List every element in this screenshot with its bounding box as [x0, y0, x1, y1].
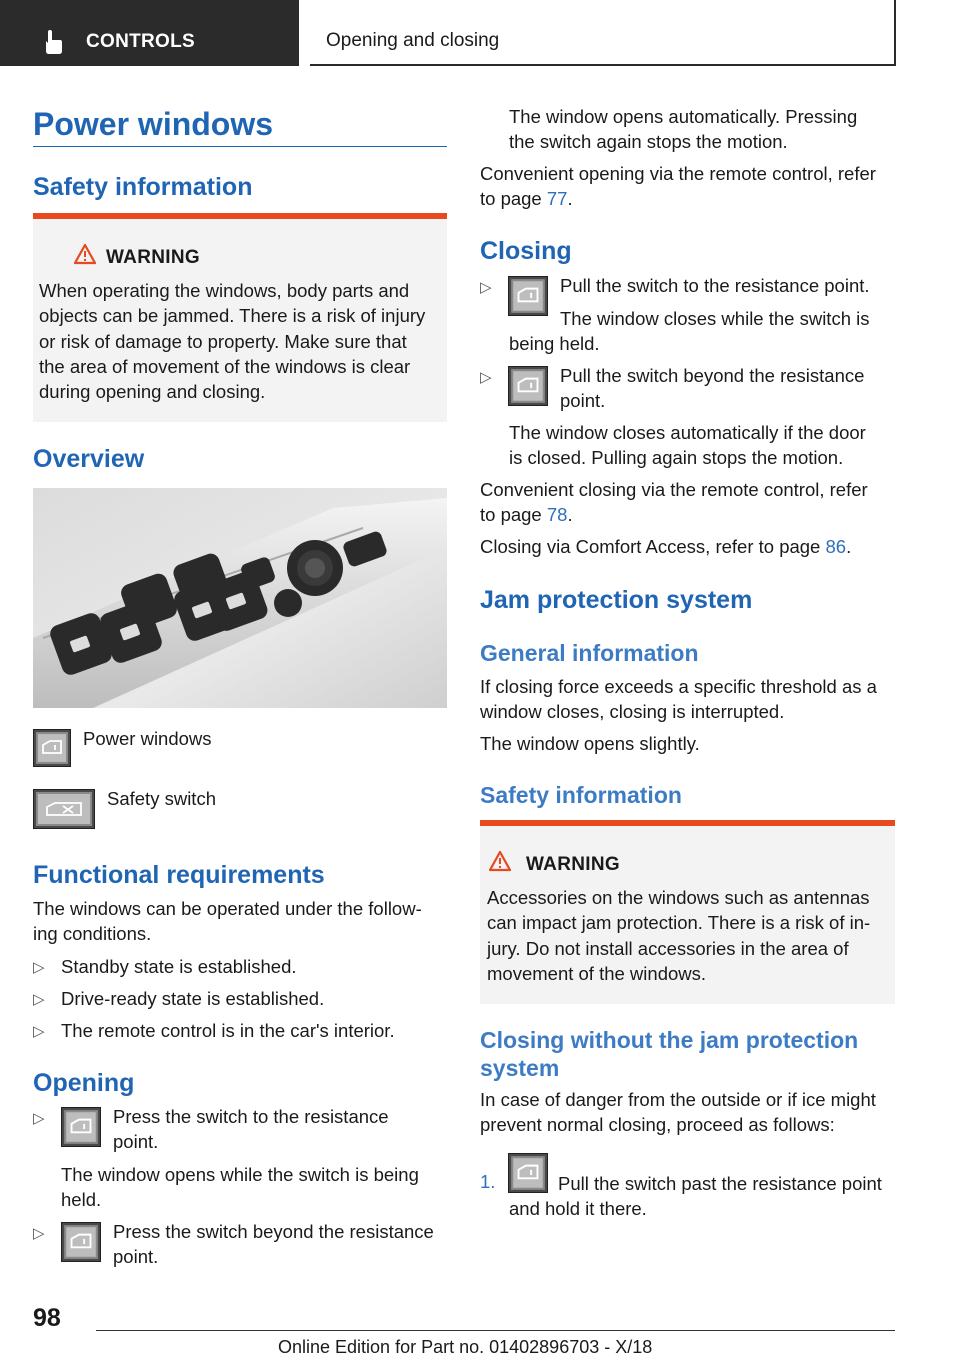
warning-triangle-icon: [488, 850, 512, 872]
chapter-title: Opening and closing: [326, 30, 500, 51]
text-line: Press the switch beyond the resistance: [113, 1221, 434, 1242]
section-tab: [0, 0, 299, 66]
text-span: .: [567, 188, 573, 209]
text-span: .: [846, 536, 852, 557]
power-window-switch-icon: [508, 276, 548, 321]
footer-rule: [96, 1330, 895, 1331]
list-item: Standby state is established.: [61, 956, 297, 977]
page-link-86[interactable]: 86: [825, 536, 847, 557]
power-window-switch-icon: [61, 1107, 101, 1152]
power-window-switch-icon: [508, 366, 548, 411]
warning-title: WARNING: [106, 247, 200, 268]
window-opens-slightly: The window opens slightly.: [480, 733, 700, 754]
warning-title-2: WARNING: [526, 854, 620, 875]
warning-line: When operating the windows, body parts and: [39, 280, 410, 301]
text-line: ing conditions.: [33, 923, 152, 944]
text-line: point.: [113, 1246, 159, 1267]
text-line: [480, 502, 868, 527]
text-line: The window opens automatically. Pressing: [509, 106, 858, 127]
warning-line: jury. Do not install accessories in the area of: [487, 937, 849, 959]
text-line: Pull the switch beyond the resistance: [560, 365, 865, 386]
door-switch-panel-photo: [33, 488, 447, 708]
bullet-icon: ▷: [33, 1023, 45, 1040]
warning-line: or risk of damage to property. Make sure that: [39, 330, 407, 352]
closing-step-1-desc-a: The window closes while the switch is: [560, 308, 870, 329]
text-line: Convenient closing via the remote control, refer: [480, 479, 868, 500]
text-line: is closed. Pulling again stops the motion.: [509, 447, 844, 468]
text-line: Press the switch to the resistance: [113, 1106, 389, 1127]
bullet-icon: ▷: [33, 959, 45, 976]
page-link-77[interactable]: 77: [546, 188, 568, 209]
heading-line: Closing without the jam protection: [480, 1027, 859, 1053]
heading-line: system: [480, 1055, 560, 1081]
warning-line: can impact jam protection. There is a risk of in-: [487, 912, 871, 934]
warning-triangle-icon: [73, 243, 97, 265]
safety-heading-2: Safety information: [480, 782, 682, 808]
text-line: The windows can be operated under the follow-: [33, 898, 422, 919]
warning-line: objects can be jammed. There is a risk of injury: [39, 305, 426, 327]
comfort-access-closing: [480, 534, 851, 559]
closing-step-2-desc: [509, 420, 866, 470]
list-item: Drive-ready state is established.: [61, 988, 325, 1009]
legend-power-windows: Power windows: [83, 728, 212, 749]
hand-icon: [40, 29, 66, 55]
text-line: [480, 186, 876, 211]
opening-step-2: [113, 1219, 434, 1269]
closing-heading: Closing: [480, 237, 572, 265]
text-line: In case of danger from the outside or if ice might: [480, 1089, 876, 1110]
page-title: Power windows: [33, 106, 274, 142]
step-1-line1: Pull the switch past the resistance point: [558, 1173, 882, 1194]
warning-text-2: [487, 885, 891, 986]
text-span: Closing via Comfort Access, refer to page: [480, 536, 826, 557]
overview-heading: Overview: [33, 445, 145, 473]
step-number: 1.: [480, 1171, 496, 1192]
safety-heading: Safety information: [33, 173, 253, 201]
warning-box: [33, 213, 447, 422]
safety-switch-icon: [33, 789, 95, 834]
general-info-text: [480, 674, 877, 724]
text-line: The window closes automatically if the door: [509, 422, 866, 443]
chapter-header: [310, 0, 896, 66]
warning-line: Accessories on the windows such as antennas: [487, 887, 870, 908]
text-span: to page: [480, 188, 547, 209]
power-window-switch-icon: [33, 729, 71, 772]
text-line: Convenient opening via the remote control, refer: [480, 163, 876, 184]
power-window-switch-icon: [508, 1153, 548, 1198]
text-line: point.: [560, 390, 606, 411]
warning-text: [39, 278, 443, 404]
closing-without-jam-heading: [480, 1026, 858, 1082]
opening-step-2-desc: [509, 104, 857, 154]
text-span: .: [567, 504, 573, 525]
func-intro: [33, 896, 422, 946]
text-line: prevent normal closing, proceed as follows:: [480, 1114, 835, 1135]
general-info-heading: General information: [480, 640, 699, 666]
closing-step-1: Pull the switch to the resistance point.: [560, 275, 870, 296]
text-line: the switch again stops the motion.: [509, 131, 788, 152]
danger-text: [480, 1087, 876, 1137]
convenient-closing: [480, 477, 868, 527]
text-line: window closes, closing is interrupted.: [480, 701, 785, 722]
warning-line: during opening and closing.: [39, 381, 266, 403]
page-link-78[interactable]: 78: [546, 504, 568, 525]
text-span: to page: [480, 504, 547, 525]
text-line: held.: [61, 1189, 102, 1210]
opening-step-1: [113, 1104, 389, 1154]
warning-line: the area of movement of the windows is clear: [39, 355, 411, 377]
bullet-icon: ▷: [33, 991, 45, 1008]
func-heading: Functional requirements: [33, 861, 325, 889]
opening-heading: Opening: [33, 1069, 135, 1097]
opening-step-1-desc: [61, 1162, 419, 1212]
legend-safety-switch: Safety switch: [107, 788, 216, 809]
bullet-icon: ▷: [480, 279, 492, 296]
text-line: point.: [113, 1131, 159, 1152]
bullet-icon: ▷: [33, 1110, 45, 1127]
jam-protection-heading: Jam protection system: [480, 586, 753, 614]
convenient-opening: [480, 161, 876, 211]
title-rule: [33, 146, 447, 147]
warning-line: movement of the windows.: [487, 962, 707, 984]
bullet-icon: ▷: [33, 1225, 45, 1242]
bullet-icon: ▷: [480, 369, 492, 386]
text-line: If closing force exceeds a specific threshold as a: [480, 676, 877, 697]
edition-text: Online Edition for Part no. 01402896703 - X/18: [278, 1337, 653, 1357]
closing-step-1-desc-b: being held.: [509, 333, 600, 354]
warning-box-2: [480, 820, 895, 1004]
section-label: CONTROLS: [86, 31, 196, 52]
text-line: The window opens while the switch is being: [61, 1164, 419, 1185]
closing-step-2: [560, 363, 864, 413]
step-1-line2: and hold it there.: [509, 1198, 647, 1219]
list-item: The remote control is in the car's interior.: [61, 1020, 395, 1041]
page-number: 98: [33, 1304, 61, 1332]
power-window-switch-icon: [61, 1222, 101, 1267]
